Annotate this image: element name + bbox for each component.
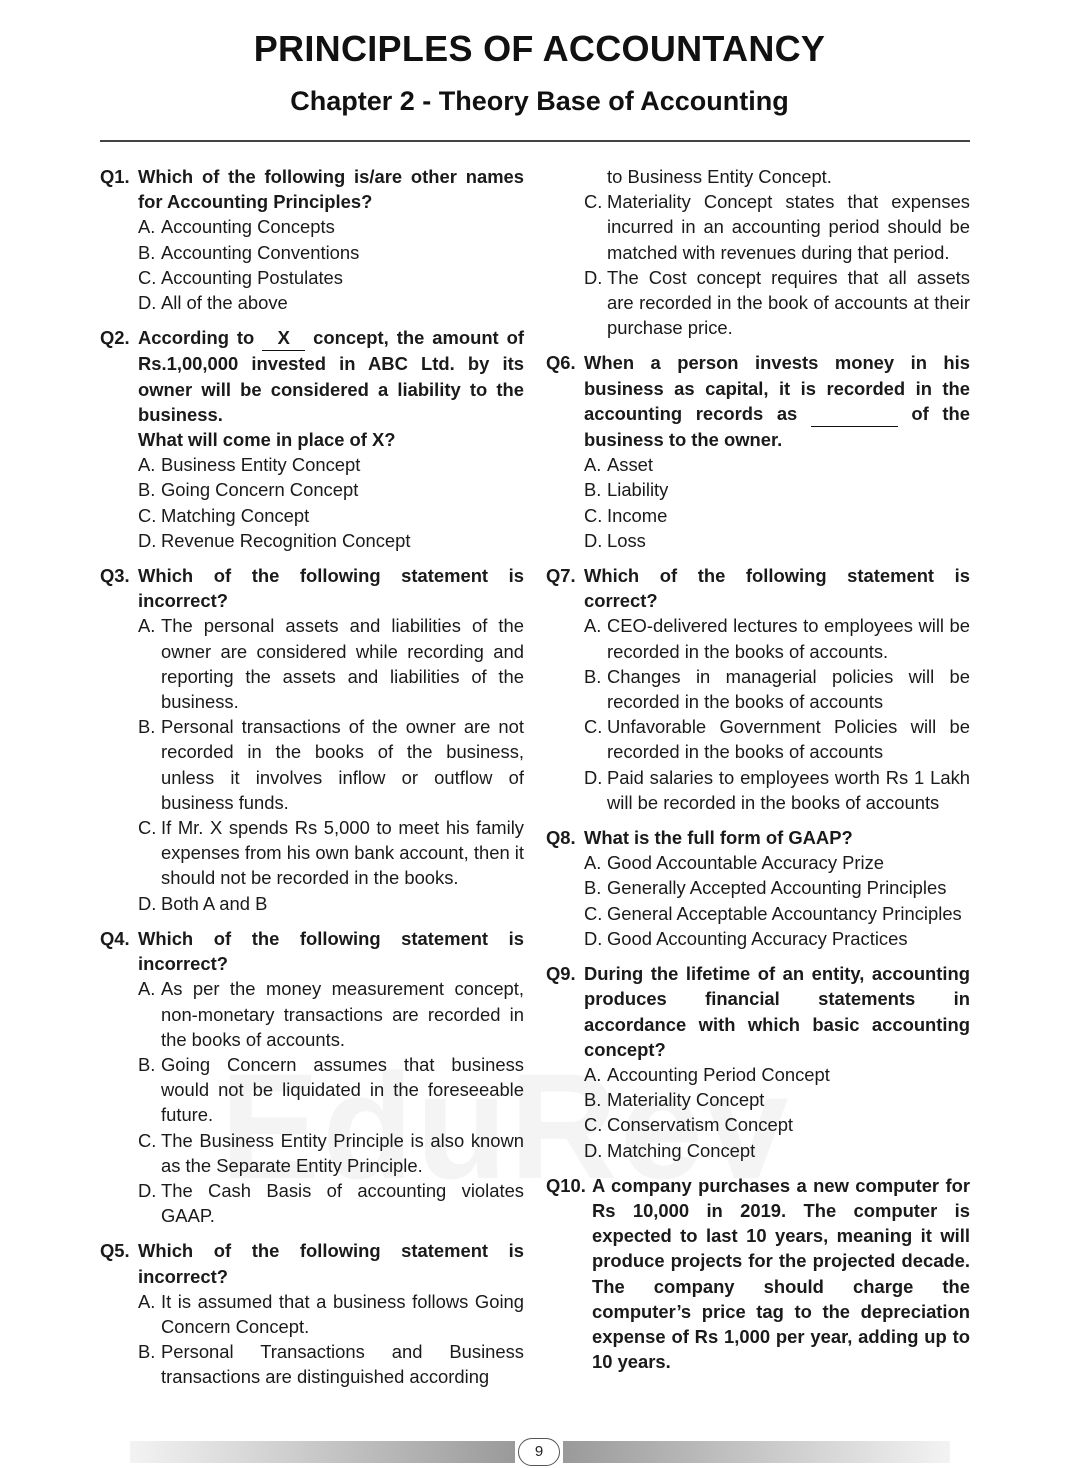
header-divider	[100, 140, 970, 142]
option-a: A. The personal assets and liabilities of the owner are considered while recording and reporting the assets and liabilities of the business.	[138, 615, 524, 713]
question-10	[546, 1173, 970, 1375]
question-number: Q7.	[546, 565, 576, 587]
question-3	[100, 563, 524, 916]
option-c: C. Materiality Concept states that expenses incurred in an accounting period should be matched with revenues during that period.	[584, 191, 970, 263]
option-a: A. Accounting Period Concept	[584, 1063, 830, 1085]
option-a: A. Good Accountable Accuracy Prize	[584, 852, 885, 874]
question-text: Which of the following statement is correct?	[584, 565, 970, 612]
option-c: C. Matching Concept	[138, 504, 310, 526]
option-b-continuation: to Business Entity Concept.	[607, 166, 832, 187]
option-c: C. General Acceptable Accountancy Principles	[584, 902, 962, 924]
question-5	[100, 1238, 524, 1389]
option-d: D. Good Accounting Accuracy Practices	[584, 927, 908, 949]
question-number: Q10.	[546, 1174, 586, 1196]
footer-bar-left	[130, 1441, 515, 1463]
question-7	[546, 563, 970, 815]
question-text: According to X concept, the amount of Rs.1,00,000 invested in ABC Ltd. by its owner will be considered a liability to the business. What will come in place of X?	[138, 327, 524, 451]
answer-blank: X	[262, 325, 305, 351]
option-b: B. Personal Transactions and Business transactions are distinguished according	[138, 1341, 524, 1388]
question-9	[546, 961, 970, 1163]
option-a: A. It is assumed that a business follows Going Concern Concept.	[138, 1290, 524, 1337]
option-d: D. The Cost concept requires that all assets are recorded in the book of accounts at their purchase price.	[584, 266, 970, 339]
option-b: B. Personal transactions of the owner are not recorded in the books of the business, unless it involves inflow or outflow of business funds.	[138, 716, 524, 813]
option-c: C. Conservatism Concept	[584, 1114, 794, 1136]
option-a: A. Accounting Concepts	[138, 216, 335, 238]
question-number: Q3.	[100, 565, 130, 587]
option-b: B. Liability	[584, 479, 669, 501]
question-number: Q5.	[100, 1240, 130, 1262]
option-a: A. Asset	[584, 454, 653, 476]
question-number: Q8.	[546, 827, 576, 849]
footer-bar-right	[563, 1441, 950, 1463]
option-d: D. Matching Concept	[584, 1139, 756, 1161]
question-number: Q4.	[100, 927, 130, 949]
option-b: B. Going Concern Concept	[138, 479, 359, 501]
option-d: D. Loss	[584, 529, 646, 551]
option-b: B. Going Concern assumes that business would not be liquidated in the foreseeable future.	[138, 1053, 524, 1126]
left-column	[100, 164, 524, 1400]
option-b: B. Materiality Concept	[584, 1089, 765, 1111]
option-d: D. Revenue Recognition Concept	[138, 529, 411, 551]
chapter-subtitle: Chapter 2 - Theory Base of Accounting	[290, 86, 789, 116]
question-number: Q9.	[546, 963, 576, 985]
question-text: Which of the following is/are other names for Accounting Principles?	[138, 166, 524, 213]
page-title: PRINCIPLES OF ACCOUNTANCY	[253, 28, 826, 69]
question-number: Q1.	[100, 166, 130, 187]
option-d: D. The Cash Basis of accounting violates GAAP.	[138, 1179, 524, 1227]
option-a: A. Business Entity Concept	[138, 454, 361, 476]
option-c: C. Accounting Postulates	[138, 266, 343, 288]
question-text: Which of the following statement is incorrect?	[138, 565, 524, 612]
question-text: When a person invests money in his business as capital, it is recorded in the accounting records as of the business to the owner.	[584, 352, 970, 451]
option-d: D. Paid salaries to employees worth Rs 1 Lakh will be recorded in the books of accounts	[584, 766, 970, 813]
question-1	[100, 164, 524, 315]
option-b: B. Generally Accepted Accounting Principles	[584, 877, 947, 899]
option-c: C. Income	[584, 504, 668, 526]
option-d: D. Both A and B	[138, 892, 268, 914]
right-column	[546, 164, 970, 1384]
question-number: Q6.	[546, 352, 576, 374]
option-c: C. Unfavorable Government Policies will be recorded in the books of accounts	[584, 716, 970, 763]
page-footer	[130, 1438, 950, 1466]
option-d: D. All of the above	[138, 292, 288, 314]
question-6	[546, 350, 970, 553]
page-number: 9	[518, 1438, 560, 1466]
question-4	[100, 926, 524, 1228]
question-number: Q2.	[100, 327, 130, 349]
option-a: A. As per the money measurement concept, non-monetary transactions are recorded in the books of accounts.	[138, 978, 524, 1050]
option-b: B. Accounting Conventions	[138, 241, 360, 263]
answer-blank	[811, 401, 898, 427]
question-text: Which of the following statement is incorrect?	[138, 927, 524, 975]
option-c: C. The Business Entity Principle is also known as the Separate Entity Principle.	[138, 1129, 524, 1176]
question-text: A company purchases a new computer for Rs 10,000 in 2019. The computer is expected to last 10 years, meaning it will produce projects for the projected decade. The company should charge the computer’s price tag to the depreciation expense of Rs 1,000 per year, adding up to 10 years.	[592, 1174, 970, 1373]
question-text: Which of the following statement is incorrect?	[138, 1240, 524, 1287]
question-2	[100, 325, 524, 553]
question-text: During the lifetime of an entity, accounting produces financial statements in accordance with which basic accounting concept?	[584, 963, 970, 1060]
question-8	[546, 825, 970, 951]
question-text: What is the full form of GAAP?	[584, 827, 853, 849]
option-a: A. CEO-delivered lectures to employees will be recorded in the books of accounts.	[584, 615, 970, 662]
option-b: B. Changes in managerial policies will be recorded in the books of accounts	[584, 665, 970, 713]
option-c: C. If Mr. X spends Rs 5,000 to meet his family expenses from his own bank account, then it should not be recorded in the books.	[138, 817, 524, 889]
question-5-continued	[546, 164, 970, 340]
